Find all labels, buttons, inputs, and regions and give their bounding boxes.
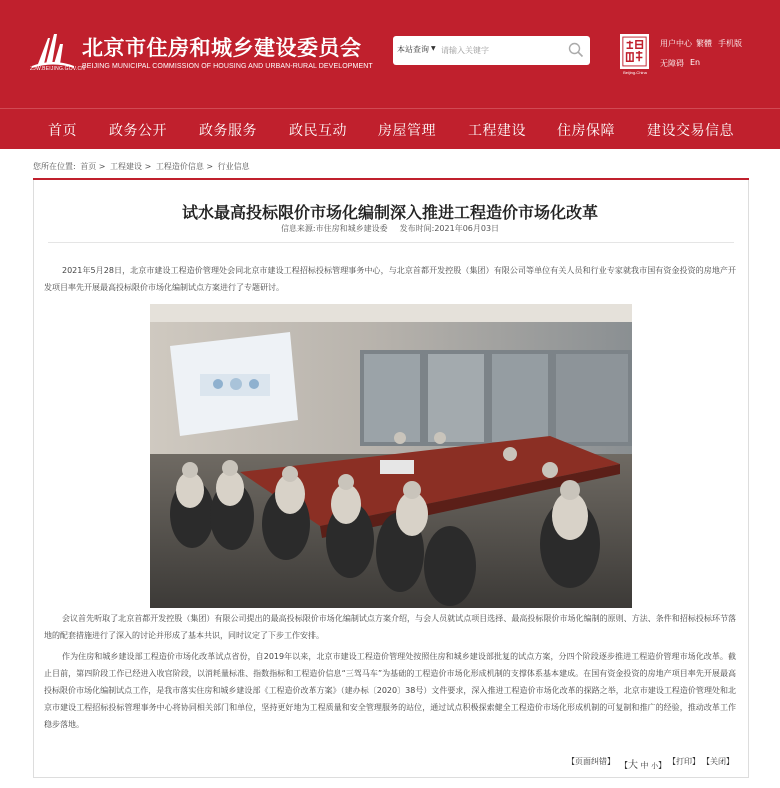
search-input[interactable] <box>441 42 559 59</box>
chevron-down-icon[interactable]: ▼ <box>431 45 436 52</box>
nav-item-construction-trading[interactable]: 建设交易信息 <box>647 123 734 139</box>
breadcrumb-cost-info[interactable]: 工程造价信息 <box>155 162 204 171</box>
article-paragraph: 2021年5月28日，北京市建设工程造价管理处会同北京市建设工程招标投标管理事务中心，与北京首都开发控股（集团）有限公司等单位有关人员和行业专家就我市国有资金投资的房地产开发项目率先开展最高投标限价市场化编制试点方案进行了专题研讨。 <box>44 266 736 292</box>
meeting-photo <box>150 304 632 608</box>
nav-item-engineering-construction[interactable]: 工程建设 <box>468 123 526 139</box>
font-medium-button[interactable]: 中 <box>640 761 649 770</box>
font-large-button[interactable]: 大 <box>628 760 638 771</box>
search-icon <box>568 42 584 58</box>
breadcrumb-industry-info[interactable]: 行业信息 <box>217 162 250 171</box>
nav-item-housing-management[interactable]: 房屋管理 <box>378 123 436 139</box>
site-subtitle: BEIJING MUNICIPAL COMMISSION OF HOUSING AND URBAN-RURAL DEVELOPMENT <box>82 63 373 70</box>
breadcrumb-separator: > <box>98 162 106 171</box>
font-bracket-close: 】 <box>658 761 667 770</box>
font-size-controls <box>620 756 666 771</box>
breadcrumb-separator: > <box>144 162 152 171</box>
emblem-caption: Beijing-China <box>623 70 647 75</box>
time-value: 2021年06月03日 <box>434 224 500 233</box>
site-title[interactable]: 北京市住房和城乡建设委员会 <box>82 36 362 60</box>
font-bracket-open: 【 <box>620 761 628 770</box>
accessibility-link[interactable]: 无障碍 <box>660 59 684 68</box>
source-label: 信息来源: <box>280 224 316 233</box>
search-scope-select[interactable]: 本站查询 <box>397 45 429 54</box>
article-title: 试水最高投标限价市场化编制深入推进工程造价市场化改革 <box>181 203 598 222</box>
main-navigation <box>0 108 780 149</box>
print-button[interactable]: 【打印】 <box>668 757 700 766</box>
breadcrumb-home[interactable]: 首页 <box>80 162 97 171</box>
font-small-button[interactable]: 小 <box>651 762 659 770</box>
site-header <box>0 0 780 108</box>
traditional-chinese-link[interactable]: 繁體 <box>696 39 712 48</box>
source-value: 市住房和城乡建设委 <box>315 224 388 233</box>
breadcrumb-prefix: 您所在位置: <box>33 162 76 171</box>
breadcrumb <box>33 161 250 172</box>
nav-item-public-interaction[interactable]: 政民互动 <box>289 123 347 139</box>
page-correction-link[interactable]: 【页面纠错】 <box>567 757 615 766</box>
mobile-version-link[interactable]: 手机版 <box>718 39 742 48</box>
nav-item-government-services[interactable]: 政务服务 <box>199 123 257 139</box>
beijing-china-emblem-icon[interactable] <box>620 34 649 69</box>
breadcrumb-separator: > <box>206 162 214 171</box>
logo-domain: ZJW.BEIJING.GOV.CN <box>30 66 86 72</box>
english-link[interactable]: En <box>690 58 701 67</box>
search-button[interactable] <box>567 42 584 59</box>
breadcrumb-engineering[interactable]: 工程建设 <box>110 162 143 171</box>
time-label: 发布时间: <box>399 224 435 233</box>
nav-item-home[interactable]: 首页 <box>48 123 77 139</box>
user-center-link[interactable]: 用户中心 <box>660 39 692 48</box>
close-button[interactable]: 【关闭】 <box>702 757 734 766</box>
article-paragraph: 会议首先听取了北京首都开发控股（集团）有限公司提出的最高投标限价市场化编制试点方案介绍，与会人员就试点项目选择、最高投标限价市场化编制的原则、方法、条件和招标投标环节落地的配套措施进行了深入的讨论并形成了基本共识，同时议定了下步工作安排。 <box>44 614 736 640</box>
title-divider <box>48 242 734 243</box>
nav-item-housing-security[interactable]: 住房保障 <box>557 123 615 139</box>
article-meta <box>0 223 780 234</box>
nav-item-government-affairs[interactable]: 政务公开 <box>109 123 167 139</box>
article-paragraph: 作为住房和城乡建设部工程造价市场化改革试点省份，自2019年以来，北京市建设工程造价管理处按照住房和城乡建设部批复的试点方案，分四个阶段逐步推进工程造价管理市场化改革。截止目前，第四阶段工作已经进入收官阶段，以消耗量标准、指数指标和工程造价信息“三驾马车”为基础的工程造价市场化形成机制的支撑体系基本建成。在国有资金投资的房地产项目率先开展最高投标限价市场化编制试点工作，是我市落实住房和城乡建设部《工程造价改革方案》（建办标〔2020〕38号）文件要求，深入推进工程造价市场化改革的探路之举，北京市建设工程造价管理处和北京市建设工程招标投标管理事务中心将协同相关部门和单位，坚持更好地为工程质量和安全管理服务的站位，通过试点积极探索健全工程造价市场化形成机制的可复制和推广的经验，推动改革工作稳步落地。 <box>44 652 736 729</box>
search-box <box>393 36 590 65</box>
